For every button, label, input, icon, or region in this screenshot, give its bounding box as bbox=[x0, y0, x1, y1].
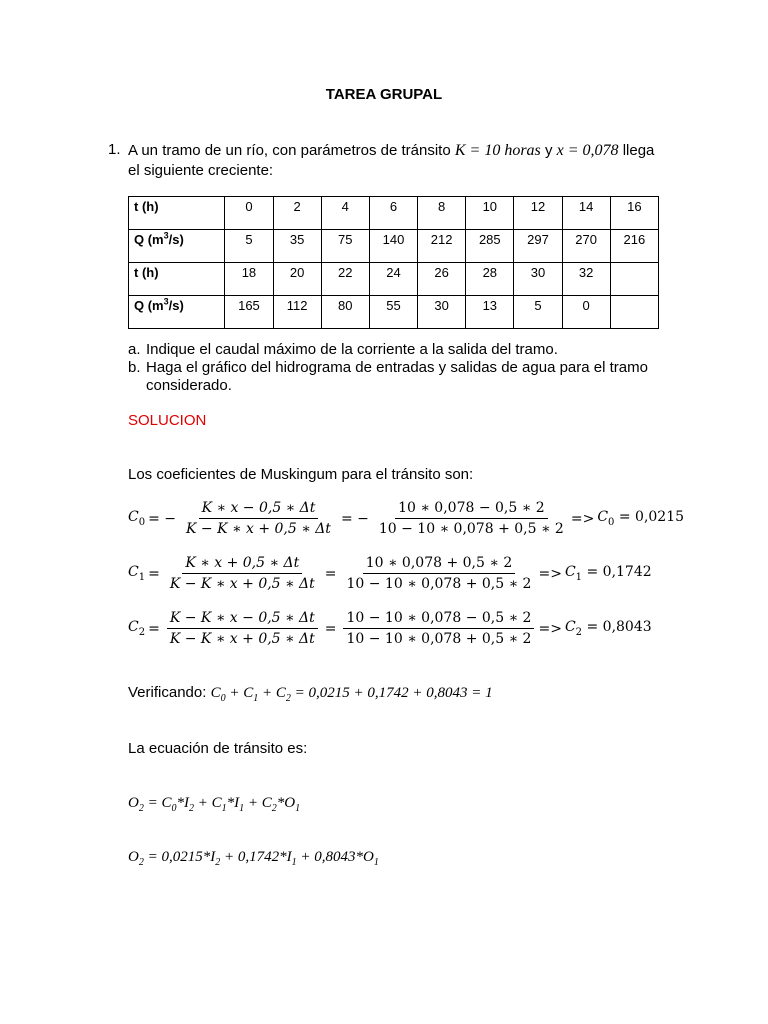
list-item bbox=[128, 359, 668, 395]
implies-arrow: => bbox=[570, 510, 595, 527]
table-cell: 30 bbox=[418, 296, 466, 329]
verification-line bbox=[128, 684, 493, 704]
table-cell: 4 bbox=[321, 197, 369, 230]
table-cell: 0 bbox=[225, 197, 273, 230]
question-list bbox=[128, 341, 668, 395]
table-cell: 18 bbox=[225, 263, 273, 296]
numerator: 10 − 10 ∗ 0,078 − 0,5 ∗ 2 bbox=[343, 610, 534, 629]
table-cell: 285 bbox=[466, 230, 514, 263]
eq-operator: = bbox=[148, 620, 160, 637]
numerator: 10 ∗ 0,078 − 0,5 ∗ 2 bbox=[395, 500, 548, 519]
table-cell: 270 bbox=[562, 230, 610, 263]
table-cell: 12 bbox=[514, 197, 562, 230]
fraction bbox=[376, 500, 567, 537]
transit-equation-intro: La ecuación de tránsito es: bbox=[128, 740, 308, 757]
list-letter: a. bbox=[128, 341, 141, 358]
table-cell: 75 bbox=[321, 230, 369, 263]
numerator: K ∗ x + 0,5 ∗ Δt bbox=[182, 555, 302, 574]
list-text: Indique el caudal máximo de la corriente a la salida del tramo. bbox=[146, 341, 558, 358]
table-cell: 212 bbox=[418, 230, 466, 263]
table-cell: 2 bbox=[273, 197, 321, 230]
param-x: x = 0,078 bbox=[556, 142, 619, 159]
table-cell: 8 bbox=[418, 197, 466, 230]
table-cell: 35 bbox=[273, 230, 321, 263]
table-cell: 165 bbox=[225, 296, 273, 329]
coefficients-intro: Los coeficientes de Muskingum para el tránsito son: bbox=[128, 466, 474, 483]
hydrograph-table bbox=[128, 196, 659, 329]
denominator: 10 − 10 ∗ 0,078 + 0,5 ∗ 2 bbox=[346, 576, 532, 592]
problem-number: 1. bbox=[108, 141, 121, 158]
list-letter: b. bbox=[128, 359, 141, 376]
fraction bbox=[343, 610, 534, 647]
table-cell: 22 bbox=[321, 263, 369, 296]
document-title: TAREA GRUPAL bbox=[325, 86, 443, 103]
numerator: K − K ∗ x − 0,5 ∗ Δt bbox=[167, 610, 318, 629]
eq-operator: = − bbox=[340, 510, 369, 527]
table-cell: 13 bbox=[466, 296, 514, 329]
implies-arrow: => bbox=[538, 565, 562, 582]
table-cell: 55 bbox=[369, 296, 417, 329]
verification-expression: $C_0 + C_1 + C_2 = 0,0215 + 0,1742 + 0,8043 = 1$ bbox=[210, 685, 493, 704]
transit-formula-general: $O_2 = C_0*I_2 + C_1*I_1 + C_2*O_1$ bbox=[128, 795, 301, 814]
eq-operator: = bbox=[324, 565, 337, 582]
numerator: K ∗ x − 0,5 ∗ Δt bbox=[199, 500, 319, 519]
table-cell: 5 bbox=[514, 296, 562, 329]
denominator: K − K ∗ x + 0,5 ∗ Δt bbox=[186, 521, 331, 537]
equation-c2 bbox=[128, 610, 655, 647]
transit-formula-numeric: $O_2 = 0,0215*I_2 + 0,1742*I_1 + 0,8043*O_1$ bbox=[128, 849, 379, 868]
list-item bbox=[128, 341, 668, 359]
row-label: t (h) bbox=[129, 197, 225, 230]
table-cell: 5 bbox=[225, 230, 273, 263]
table-cell: 32 bbox=[562, 263, 610, 296]
row-label: Q $(m^3/s)$ bbox=[129, 230, 225, 263]
eq-result: $C_1 = 0,1742$ bbox=[564, 564, 652, 583]
problem-statement bbox=[128, 141, 668, 181]
denominator: K − K ∗ x + 0,5 ∗ Δt bbox=[169, 576, 315, 592]
table-cell: 297 bbox=[514, 230, 562, 263]
problem-text-c: llega el siguiente creciente: bbox=[128, 142, 655, 179]
table-cell: 30 bbox=[514, 263, 562, 296]
problem-text-a: A un tramo de un río, con parámetros de tránsito bbox=[128, 142, 451, 159]
eq-lhs: $C_0$ bbox=[128, 509, 146, 528]
equation-c1 bbox=[128, 555, 655, 592]
table-cell: 216 bbox=[610, 230, 658, 263]
table-cell: 80 bbox=[321, 296, 369, 329]
table-row bbox=[129, 197, 659, 230]
table-row bbox=[129, 263, 659, 296]
param-k: K = 10 horas bbox=[454, 142, 541, 159]
solution-heading: SOLUCION bbox=[128, 412, 207, 429]
denominator: 10 − 10 ∗ 0,078 + 0,5 ∗ 2 bbox=[378, 521, 564, 537]
table-cell bbox=[610, 296, 658, 329]
table-cell: 10 bbox=[466, 197, 514, 230]
table-cell: 20 bbox=[273, 263, 321, 296]
problem-text-b: y bbox=[544, 142, 553, 159]
row-label: Q $(m^3/s)$ bbox=[129, 296, 225, 329]
denominator: K − K ∗ x + 0,5 ∗ Δt bbox=[169, 631, 315, 647]
table-cell: 140 bbox=[369, 230, 417, 263]
eq-operator: = bbox=[148, 565, 160, 582]
eq-result: $C_0 = 0,0215$ bbox=[597, 509, 685, 528]
table-cell: 28 bbox=[466, 263, 514, 296]
denominator: 10 − 10 ∗ 0,078 + 0,5 ∗ 2 bbox=[346, 631, 532, 647]
table-cell: 24 bbox=[369, 263, 417, 296]
fraction bbox=[343, 555, 534, 592]
eq-result: $C_2 = 0,8043$ bbox=[564, 619, 652, 638]
numerator: 10 ∗ 0,078 + 0,5 ∗ 2 bbox=[363, 555, 516, 574]
table-cell: 14 bbox=[562, 197, 610, 230]
list-text: Haga el gráfico del hidrograma de entradas y salidas de agua para el tramo considerado. bbox=[146, 359, 648, 394]
table-cell bbox=[610, 263, 658, 296]
table-cell: 6 bbox=[369, 197, 417, 230]
implies-arrow: => bbox=[538, 620, 562, 637]
row-label: t (h) bbox=[129, 263, 225, 296]
fraction bbox=[183, 500, 334, 537]
table-cell: 16 bbox=[610, 197, 658, 230]
table-row bbox=[129, 296, 659, 329]
fraction bbox=[167, 610, 318, 647]
eq-operator: = − bbox=[148, 510, 177, 527]
table-cell: 26 bbox=[418, 263, 466, 296]
table-row bbox=[129, 230, 659, 263]
eq-operator: = bbox=[324, 620, 337, 637]
eq-lhs: $C_2$ bbox=[128, 619, 146, 638]
table-cell: 112 bbox=[273, 296, 321, 329]
equation-c0 bbox=[128, 500, 687, 537]
verification-label: Verificando: bbox=[128, 684, 207, 701]
table-cell: 0 bbox=[562, 296, 610, 329]
eq-lhs: $C_1$ bbox=[128, 564, 146, 583]
fraction bbox=[167, 555, 318, 592]
